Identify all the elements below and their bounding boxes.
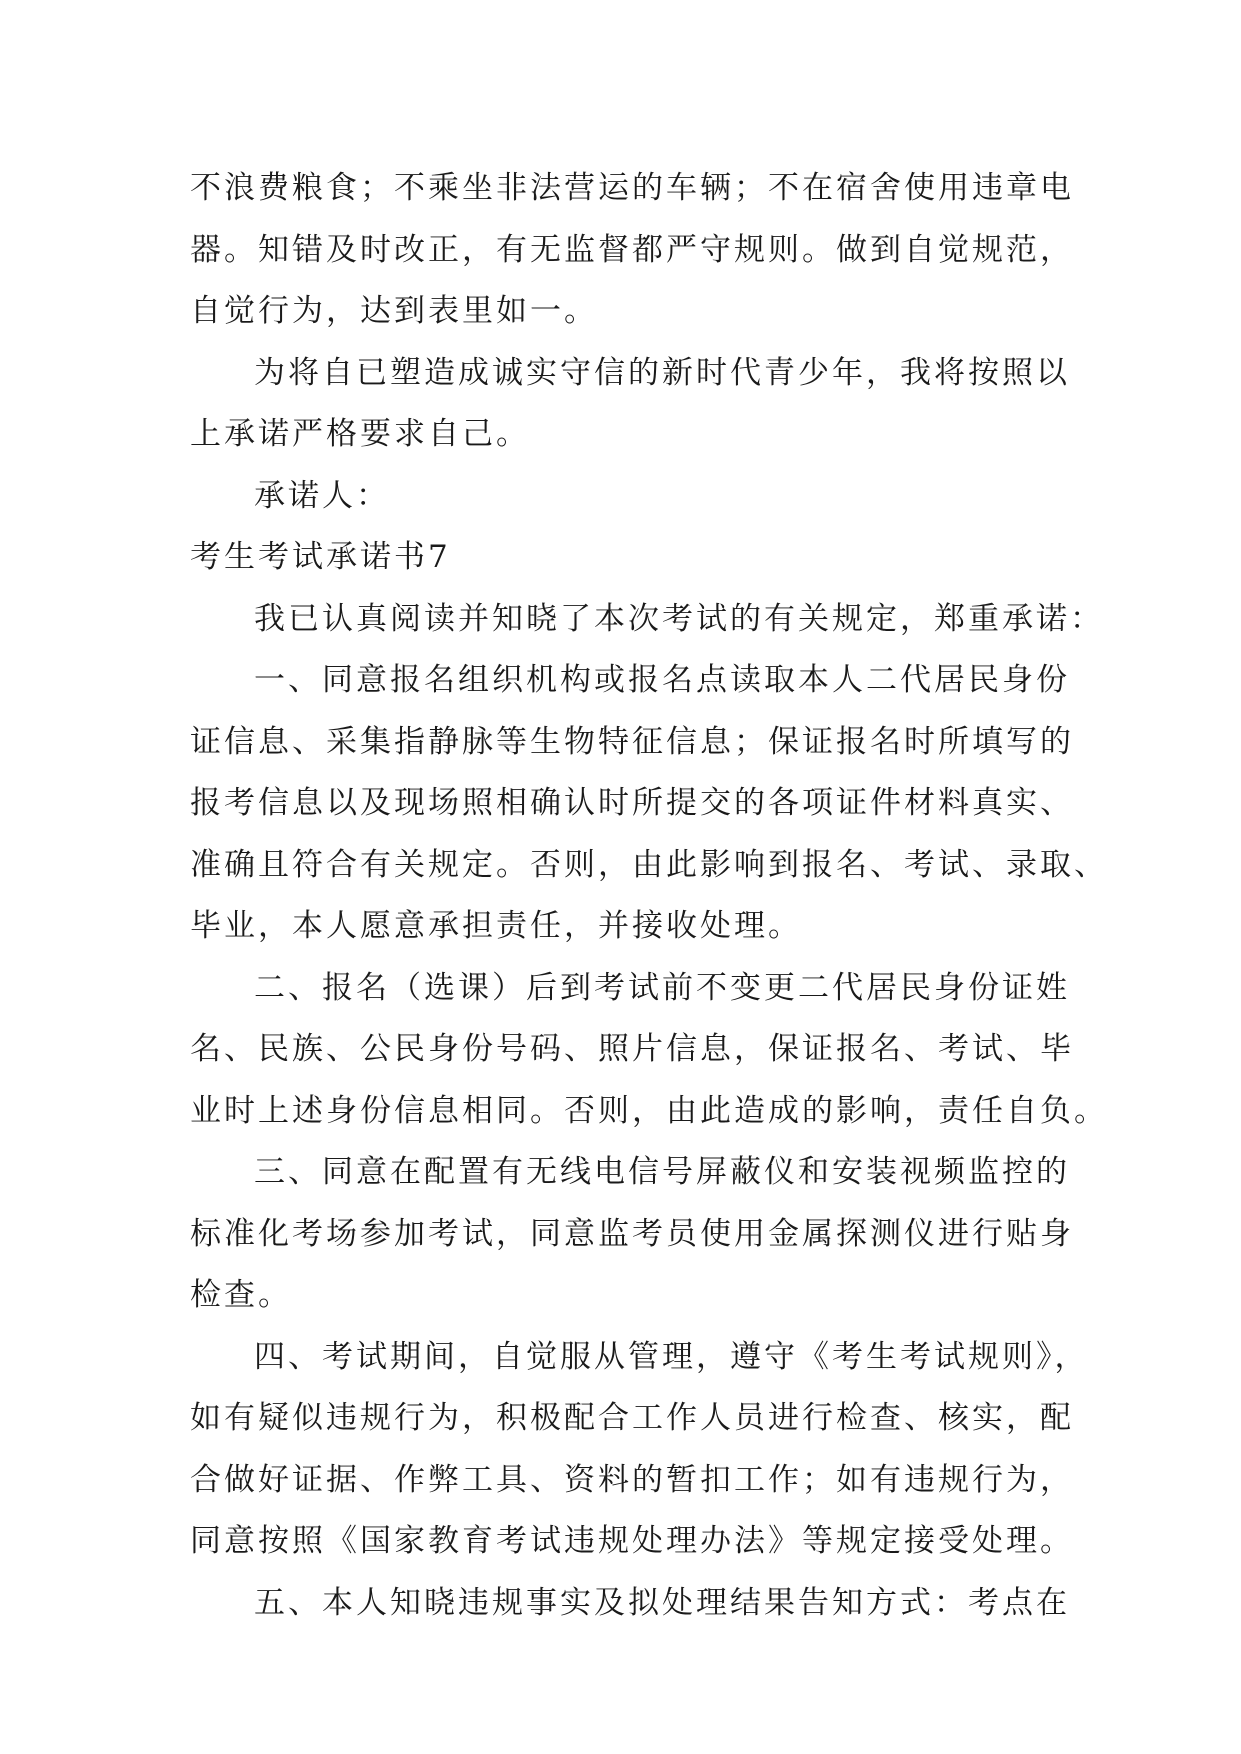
text-line: 同意按照《国家教育考试违规处理办法》等规定接受处理。	[190, 1523, 1074, 1559]
text-line: 准确且符合有关规定。否则，由此影响到报名、考试、录取、	[190, 846, 1108, 883]
text-line: 毕业，本人愿意承担责任，并接收处理。	[190, 908, 802, 944]
text-line: 上承诺严格要求自己。	[190, 416, 530, 452]
text-line: 器。知错及时改正，有无监督都严守规则。做到自觉规范，	[190, 231, 1074, 268]
text-line: 报考信息以及现场照相确认时所提交的各项证件材料真实、	[190, 785, 1074, 821]
text-line: 二、报名（选课）后到考试前不变更二代居民身份证姓	[254, 969, 1070, 1006]
text-line: 自觉行为，达到表里如一。	[190, 293, 598, 329]
text-line: 我已认真阅读并知晓了本次考试的有关规定，郑重承诺：	[254, 600, 1104, 637]
text-line: 三、同意在配置有无线电信号屏蔽仪和安装视频监控的	[254, 1154, 1070, 1190]
text-line: 一、同意报名组织机构或报名点读取本人二代居民身份	[254, 662, 1070, 698]
text-line: 标准化考场参加考试，同意监考员使用金属探测仪进行贴身	[190, 1215, 1074, 1252]
text-line: 如有疑似违规行为，积极配合工作人员进行检查、核实，配	[190, 1400, 1074, 1436]
text-line: 证信息、采集指静脉等生物特征信息；保证报名时所填写的	[190, 723, 1074, 760]
section-title: 考生考试承诺书7	[190, 539, 451, 575]
text-line: 不浪费粮食；不乘坐非法营运的车辆；不在宿舍使用违章电	[190, 170, 1074, 206]
text-line: 五、本人知晓违规事实及拟处理结果告知方式：考点在	[254, 1584, 1070, 1621]
text-line: 名、民族、公民身份号码、照片信息，保证报名、考试、毕	[190, 1031, 1074, 1067]
signer-label: 承诺人：	[254, 477, 390, 514]
text-line: 检查。	[190, 1277, 292, 1313]
text-line: 合做好证据、作弊工具、资料的暂扣工作；如有违规行为，	[190, 1461, 1074, 1498]
text-line: 四、考试期间，自觉服从管理，遵守《考生考试规则》，	[254, 1338, 1089, 1375]
document-body	[190, 158, 1108, 1634]
text-line: 为将自已塑造成诚实守信的新时代青少年，我将按照以	[254, 354, 1070, 391]
text-line: 业时上述身份信息相同。否则，由此造成的影响，责任自负。	[190, 1092, 1108, 1129]
